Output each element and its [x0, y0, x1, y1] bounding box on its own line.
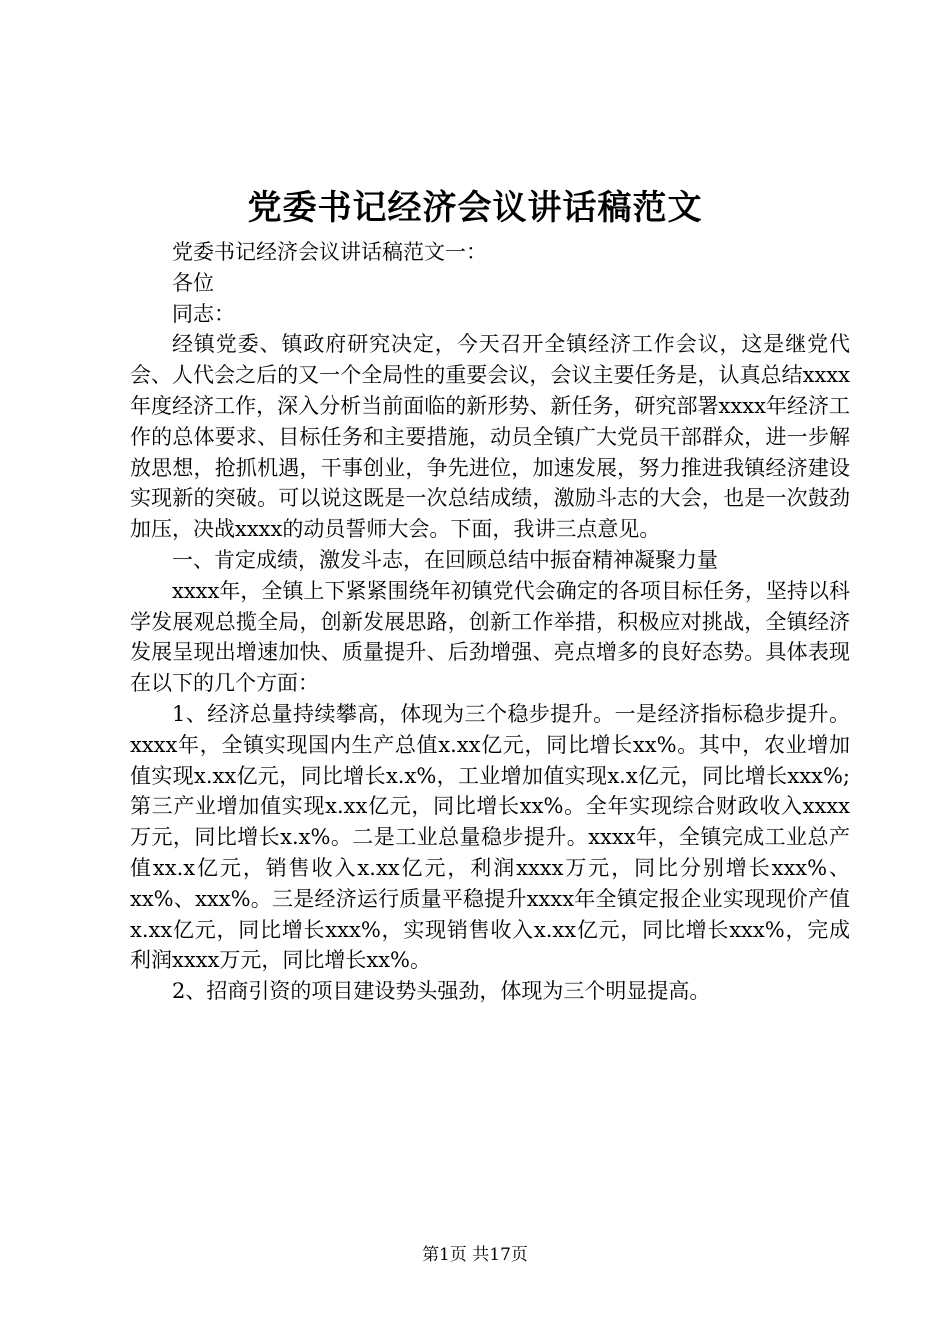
paragraph-point-2: 2、招商引资的项目建设势头强劲，体现为三个明显提高。: [172, 979, 711, 1004]
paragraph-salutation-1: 各位: [172, 270, 214, 295]
paragraph-point-1: 1、经济总量持续攀高，体现为三个稳步提升。一是经济指标稳步提升。xxxx年，全镇实现国内生产总值x.xx亿元，同比增长xx%。其中，农业增加值实现x.xx亿元，同比增长x.x%，工业增加值实现x.x亿元，同比增长xxx%;第三产业增加值实现x.xx亿元，同比增长xx%。全年实现综合财政收入xxxx万元，同比增长x.x%。二是工业总量稳步提升。xxxx年，全镇完成工业总产值xx.x亿元，销售收入x.xx亿元，利润xxxx万元，同比分别增长xxx%、xx%、xxx%。三是经济运行质量平稳提升xxxx年全镇定报企业实现现价产值x.xx亿元，同比增长xxx%，实现销售收入x.xx亿元，同比增长xxx%，完成利润xxxx万元，同比增长xx%。: [130, 701, 850, 973]
paragraph-section-1-heading: 一、肯定成绩，激发斗志，在回顾总结中振奋精神凝聚力量: [172, 547, 718, 572]
page-footer: 第1页 共17页: [422, 1245, 528, 1265]
document-body: [130, 237, 850, 1007]
paragraph-heading-1: 党委书记经济会议讲话稿范文一：: [172, 240, 487, 264]
paragraph-intro: 经镇党委、镇政府研究决定，今天召开全镇经济工作会议，这是继党代会、人代会之后的又一个全局性的重要会议，会议主要任务是，认真总结xxxx年度经济工作，深入分析当前面临的新形势、新任务，研究部署xxxx年经济工作的总体要求、目标任务和主要措施，动员全镇广大党员干部群众，进一步解放思想，抢抓机遇，干事创业，争先进位，加速发展，努力推进我镇经济建设实现新的突破。可以说这既是一次总结成绩，激励斗志的大会，也是一次鼓劲加压，决战xxxx的动员誓师大会。下面，我讲三点意见。: [130, 332, 850, 542]
paragraph-section-1-summary: xxxx年，全镇上下紧紧围绕年初镇党代会确定的各项目标任务，坚持以科学发展观总揽全局，创新发展思路，创新工作举措，积极应对挑战，全镇经济发展呈现出增速加快、质量提升、后劲增强、亮点增多的良好态势。具体表现在以下的几个方面：: [130, 578, 850, 696]
page-title: 党委书记经济会议讲话稿范文: [247, 188, 703, 228]
paragraph-salutation-2: 同志：: [172, 301, 235, 326]
